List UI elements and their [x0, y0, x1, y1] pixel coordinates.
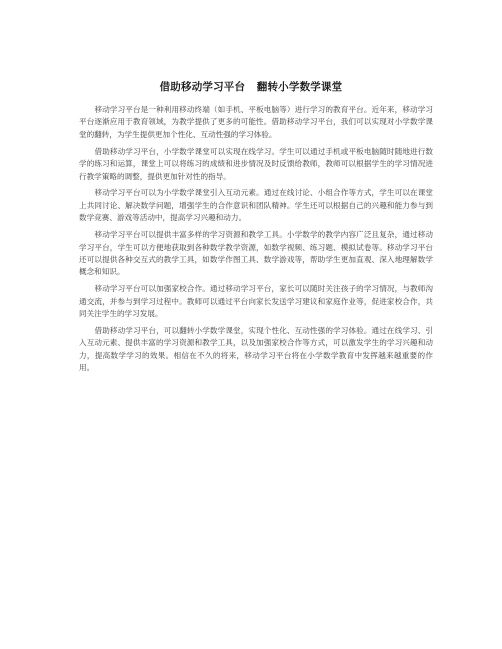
document-title: 借助移动学习平台 翻转小学数学课堂 [159, 81, 343, 93]
paragraph: 借助移动学习平台，可以翻转小学数学课堂，实现个性化、互动性强的学习体验。通过在线学习、引入互动元素、提供丰富的学习资源和教学工具，以及加强家校合作等方式，可以激发学生的学习兴趣和动力，提高数学学习的效果。相信在不久的将来，移动学习平台将在小学数学教育中发挥越来越重要的作用。 [79, 326, 433, 373]
paragraph: 移动学习平台可以为小学数学课堂引入互动元素。通过在线讨论、小组合作等方式，学生可以在课堂上共同讨论、解决数学问题，增强学生的合作意识和团队精神。学生还可以根据自己的兴趣和能力参与到数学竞赛、游戏等活动中，提高学习兴趣和动力。 [79, 188, 433, 223]
document-body [79, 104, 433, 379]
paragraph: 借助移动学习平台，小学数学课堂可以实现在线学习。学生可以通过手机或平板电脑随时随地进行数学的练习和运算，课堂上可以将练习的成绩和进步情况及时反馈给教师，教师可以根据学生的学习情况进行教学策略的调整，提供更加针对性的指导。 [79, 146, 433, 181]
paragraph: 移动学习平台可以提供丰富多样的学习资源和教学工具。小学数学的教学内容广泛且复杂，通过移动学习平台，学生可以方便地获取到各种数学教学资源，如数学视频、练习题、模拟试卷等。移动学习平台还可以提供各种交互式的教学工具，如数学作图工具、数学游戏等，帮助学生更加直观、深入地理解数学概念和知识。 [79, 230, 433, 277]
paragraph: 移动学习平台可以加强家校合作。通过移动学习平台，家长可以随时关注孩子的学习情况，与教师沟通交流，并参与到学习过程中。教师可以通过平台向家长发送学习建议和家庭作业等，促进家校合作，共同关注学生的学习发展。 [79, 284, 433, 319]
paragraph: 移动学习平台是一种利用移动终端（如手机、平板电脑等）进行学习的教育平台。近年来，移动学习平台逐渐应用于教育领域，为教学提供了更多的可能性。借助移动学习平台，我们可以实现对小学数学课堂的翻转，为学生提供更加个性化、互动性强的学习体验。 [79, 105, 433, 139]
